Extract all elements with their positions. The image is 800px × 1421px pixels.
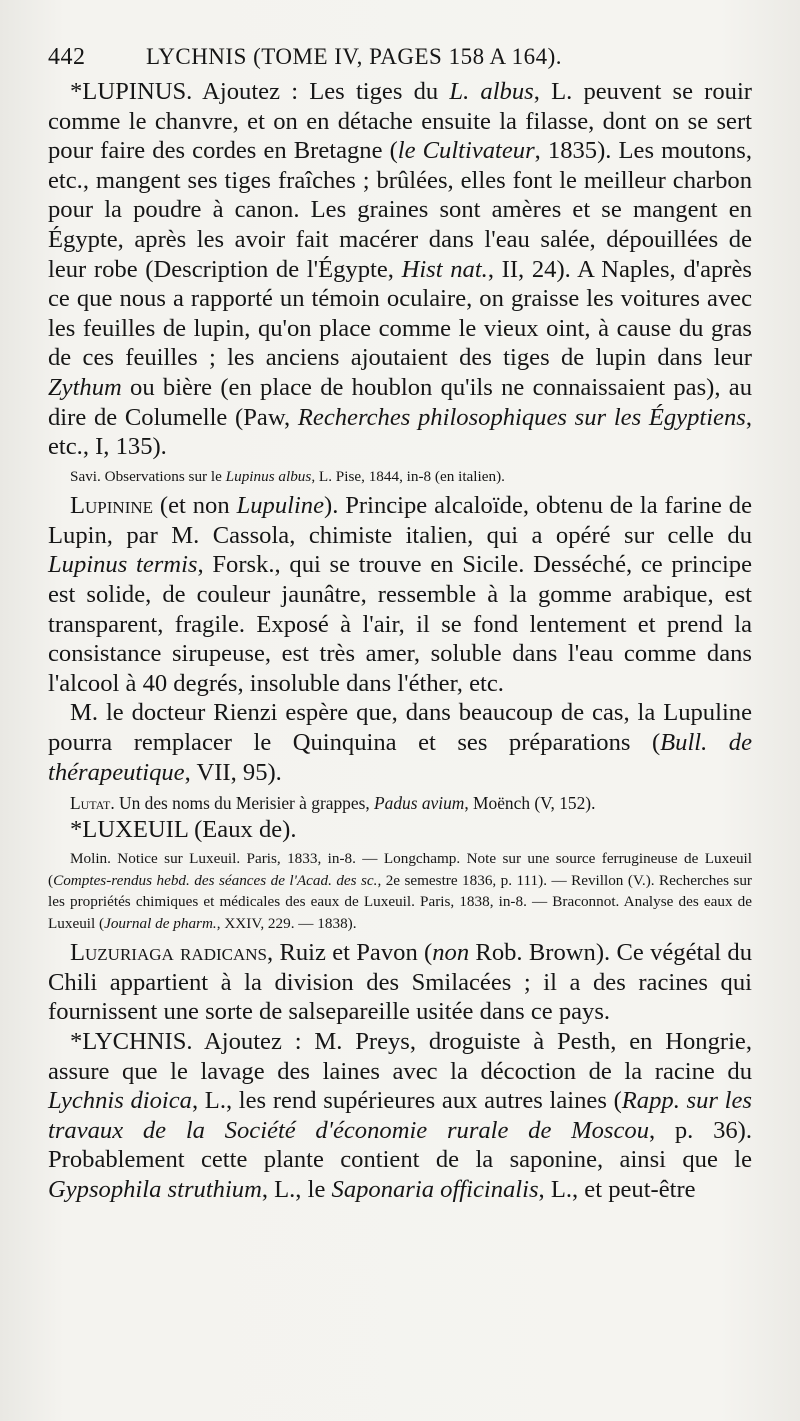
italic-text: Padus avium	[374, 793, 465, 814]
entry-head-lutat: Lutat.	[70, 793, 115, 814]
italic-text: Recherches philosophiques sur les Égyptiens	[297, 403, 746, 431]
entry-text: , 1835). Les moutons, etc., mangent ses tiges fraîches ; brûlées, elles font le meilleur charbon pour la poudre à canon. Les graines sont amères et se mangent en Égypte, après les avoir fait macérer dans l'eau salée, dépouillées de leur robe (Description de l'Égypte,	[48, 137, 752, 283]
entry-head-lupinine: Lupinine	[70, 492, 154, 520]
entry-text: ). Principe alcaloïde, obtenu de la farine de Lupin, par M. Cassola, chimiste italien, qui a opéré sur celle du	[48, 492, 752, 549]
entry-text: , II, 24). A Naples, d'après ce que nous a rapporté un témoin oculaire, on graisse les voitures avec les feuilles de lupin, qu'on place comme le vieux oint, à cause du gras de ces feuilles ; les anciens ajoutaient des tiges de lupin dans leur	[48, 255, 752, 372]
italic-text: Rapp. sur les travaux de la Société d'économie rurale de Moscou	[48, 1087, 752, 1144]
italic-text: Lychnis dioica	[48, 1087, 192, 1115]
entry-text: , VII, 95).	[184, 758, 282, 786]
entry-text: , Ruiz et Pavon (	[267, 939, 433, 967]
italic-text: L. albus	[449, 78, 534, 105]
entry-text: , L., et peut-être	[538, 1176, 696, 1203]
entry-text: Ajoutez : Les tiges du	[192, 78, 450, 105]
entry-head-lychnis: *LYCHNIS.	[70, 1028, 193, 1056]
entry-text: ou bière (en place de houblon qu'ils ne connaissaient pas), au dire de Columelle (Paw,	[48, 373, 752, 431]
entry-text: , Moënch (V, 152).	[464, 793, 596, 814]
italic-text: Hist nat.	[401, 255, 488, 283]
note-text: , L. Pise, 1844, in-8 (en italien).	[311, 467, 505, 485]
entry-lychnis	[48, 1027, 752, 1205]
entry-text: , L., le	[261, 1176, 332, 1203]
italic-text: Comptes-rendus hebd. des séances de l'Acad. des sc.	[53, 871, 378, 889]
entry-text: Un des noms du Merisier à grappes,	[114, 793, 375, 814]
entry-luxeuil	[48, 815, 752, 845]
note-text: Savi. Observations sur le	[70, 467, 226, 485]
italic-text: Gypsophila struthium	[48, 1176, 262, 1203]
entry-head-lupinus: *LUPINUS.	[70, 78, 193, 105]
note-text: , 2e semestre 1836, p. 111). — Revillon (V.). Recherches sur les propriétés chimiques et médicales des eaux de Luxeuil. Paris, 1838, in-8. — Braconnot. Analyse des eaux de Luxeuil (	[48, 871, 752, 932]
entry-text: M. le docteur Rienzi espère que, dans beaucoup de cas, la Lupuline pourra remplacer le Quinquina et ses préparations (	[48, 699, 752, 756]
italic-text: Lupinus albus	[225, 467, 312, 485]
note-savi	[48, 466, 752, 488]
entry-text: , L., les rend supérieures aux autres laines (	[191, 1087, 622, 1115]
entry-text: (et non	[153, 492, 237, 520]
entry-head-luzuriaga: Luzuriaga radicans	[70, 939, 267, 967]
entry-lupinus	[48, 77, 752, 462]
entry-text: , L. peuvent se rouir comme le chanvre, et on en détache ensuite la filasse, dont on se sert pour faire des cordes en Bretagne (	[48, 78, 752, 165]
entry-text: (Eaux de).	[187, 815, 297, 843]
entry-text: Rob. Brown). Ce végétal du Chili appartient à la division des Smilacées ; il a des racines qui fournissent une sorte de salsepareille usitée dans ce pays.	[48, 939, 752, 1026]
italic-text: le Cultivateur	[397, 137, 535, 165]
italic-text: Lupuline	[236, 492, 325, 520]
running-header	[48, 44, 752, 71]
entry-lutat	[48, 793, 752, 815]
entry-head-luxeuil: *LUXEUIL	[70, 815, 188, 843]
entry-text: Ajoutez : M. Preys, droguiste à Pesth, en Hongrie, assure que le lavage des laines avec la décoction de la racine du	[48, 1028, 752, 1085]
italic-text: Lupinus termis	[48, 551, 198, 579]
note-text: Molin. Notice sur Luxeuil. Paris, 1833, in-8. — Longchamp. Note sur une source ferrugineuse de Luxeuil (	[48, 850, 752, 889]
entry-text: , p. 36). Probablement cette plante contient de la saponine, ainsi que le	[48, 1116, 752, 1174]
page-number: 442	[48, 44, 86, 70]
note-molin	[48, 848, 752, 934]
italic-text: Saponaria officinalis	[331, 1176, 539, 1203]
entry-rienzi	[48, 698, 752, 787]
italic-text: non	[432, 939, 470, 967]
italic-text: Journal de pharm.	[104, 914, 217, 932]
entry-lupinine	[48, 491, 752, 698]
italic-text: Zythum	[48, 373, 122, 401]
italic-text: Bull. de thérapeutique	[48, 728, 752, 786]
entry-text: , Forsk., qui se trouve en Sicile. Desséché, ce principe est solide, de couleur jaunâtre, ressemble à la gomme arabique, est transparent, fragile. Exposé à l'air, il se fond lentement et prend la consistance sirupeuse, est très amer, soluble dans l'eau comme dans l'alcool à 40 degrés, insoluble dans l'éther, etc.	[48, 551, 752, 697]
running-title: LYCHNIS (TOME IV, PAGES 158 A 164).	[146, 44, 563, 69]
entry-luzuriaga	[48, 938, 752, 1027]
entry-text: , etc., I, 135).	[48, 403, 752, 461]
note-text: , XXIV, 229. — 1838).	[216, 914, 357, 932]
